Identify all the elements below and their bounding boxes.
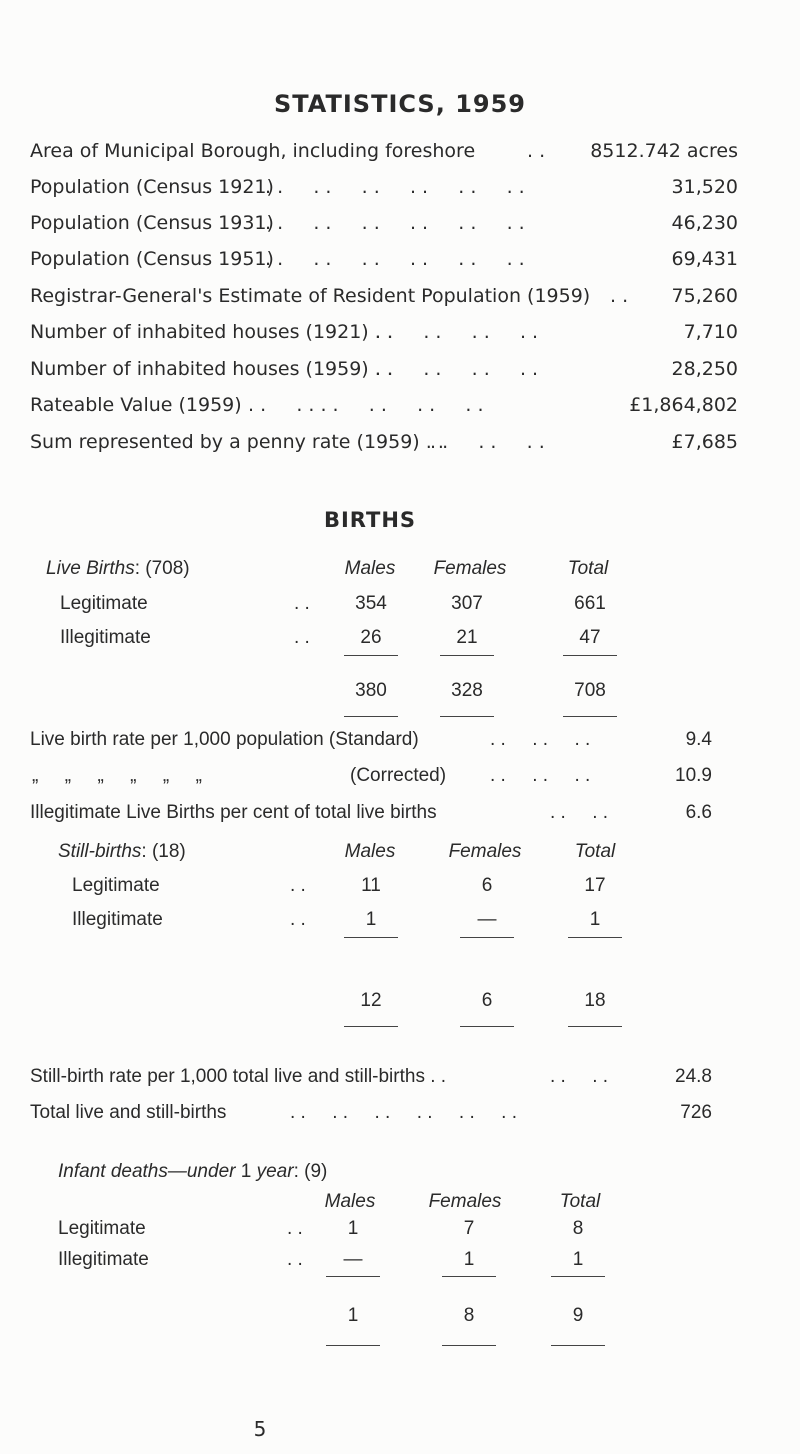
live-births-cell: 307	[451, 593, 483, 614]
stat-value: 31,520	[671, 176, 738, 198]
still-births-total: 6	[481, 990, 493, 1011]
live-births-cell: 21	[456, 627, 478, 648]
still-rate-label: Total live and still-births	[30, 1102, 227, 1123]
infant-deaths-rule-top	[551, 1276, 605, 1277]
live-births-row-label: Legitimate	[60, 593, 148, 614]
rate-dots: . . . . . .	[490, 765, 591, 786]
rate-dots: . . . .	[550, 802, 609, 823]
stat-dots: . . . . . . . . . . . .	[265, 176, 525, 198]
still-births-rule-bottom	[460, 1026, 514, 1027]
stat-dots: . . . . . . . . . . . .	[265, 212, 525, 234]
still-births-row-dots: . .	[290, 909, 306, 930]
live-births-rule-top	[344, 655, 398, 656]
still-births-label: Still-births	[58, 841, 142, 862]
still-births-row-label: Legitimate	[72, 875, 160, 896]
still-rate-dots: . . . .	[550, 1066, 609, 1087]
live-births-count: : (708)	[134, 558, 190, 579]
stat-label: Population (Census 1951)	[30, 248, 274, 270]
infant-deaths-total: 1	[347, 1305, 359, 1326]
stat-label: Number of inhabited houses (1959) . .	[30, 358, 393, 380]
infant-deaths-rule-top	[326, 1276, 380, 1277]
still-births-cell: 1	[365, 909, 377, 930]
still-rate-label: Still-birth rate per 1,000 total live and still-births . .	[30, 1066, 447, 1087]
rate-label: Live birth rate per 1,000 population (Standard)	[30, 729, 419, 750]
still-births-rule-bottom	[344, 1026, 398, 1027]
infant-deaths-row-dots: . .	[287, 1218, 303, 1239]
rate-label: Illegitimate Live Births per cent of total live births	[30, 802, 437, 823]
infant-deaths-cell: 1	[463, 1249, 475, 1270]
still-births-rule-top	[344, 937, 398, 938]
live-births-cell: 354	[355, 593, 387, 614]
live-births-header-total: Total	[567, 558, 609, 579]
stat-dots: . .	[610, 285, 629, 307]
stat-dots: . . . . . . . .	[375, 321, 539, 343]
stat-value: 69,431	[671, 248, 738, 270]
infant-deaths-row-label: Legitimate	[58, 1218, 146, 1239]
infant-deaths-year: year	[256, 1161, 294, 1182]
infant-deaths-count: : (9)	[293, 1161, 328, 1182]
stat-dots: . . . . . . . .	[375, 358, 539, 380]
still-births-cell: 6	[481, 875, 493, 896]
live-births-rule-top	[440, 655, 494, 656]
infant-deaths-cell: 1	[572, 1249, 584, 1270]
page-title: STATISTICS, 1959	[273, 90, 526, 118]
infant-deaths-total: 9	[572, 1305, 584, 1326]
still-births-header-males: Males	[344, 841, 396, 862]
stat-dots: . .	[527, 140, 546, 162]
still-births-header-total: Total	[574, 841, 616, 862]
stat-value: 75,260	[671, 285, 738, 307]
live-births-row-label: Illegitimate	[60, 627, 151, 648]
stat-value: 46,230	[671, 212, 738, 234]
live-births-row-dots: . .	[294, 627, 310, 648]
live-births-header-males: Males	[344, 558, 396, 579]
infant-deaths-rule-bottom	[326, 1345, 380, 1346]
infant-deaths-cell: 1	[347, 1218, 359, 1239]
still-rate-value: 24.8	[675, 1066, 712, 1087]
still-births-title	[58, 841, 186, 863]
live-births-rule-bottom	[563, 716, 617, 717]
stat-label: Area of Municipal Borough, including foreshore	[30, 140, 476, 162]
live-births-header-females: Females	[433, 558, 507, 579]
still-rate-value: 726	[680, 1102, 712, 1123]
infant-deaths-rule-bottom	[551, 1345, 605, 1346]
still-births-row-dots: . .	[290, 875, 306, 896]
infant-deaths-age: 1	[235, 1161, 257, 1182]
stat-label: Population (Census 1921)	[30, 176, 274, 198]
still-births-rule-top	[460, 937, 514, 938]
infant-deaths-rule-top	[442, 1276, 496, 1277]
stat-value: £1,864,802	[629, 394, 738, 416]
still-rate-dots: . . . . . . . . . . . .	[290, 1102, 517, 1123]
page-number: 5	[253, 1417, 267, 1441]
infant-deaths-rule-bottom	[442, 1345, 496, 1346]
still-births-total: 12	[360, 990, 382, 1011]
stat-value: £7,685	[671, 431, 738, 453]
stat-value: 8512.742 acres	[590, 140, 738, 162]
still-births-cell: —	[477, 909, 497, 930]
still-births-total: 18	[584, 990, 606, 1011]
infant-deaths-header-females: Females	[428, 1191, 502, 1212]
live-births-cell: 47	[579, 627, 601, 648]
stat-label: Population (Census 1931)	[30, 212, 274, 234]
live-births-rule-top	[563, 655, 617, 656]
rate-label-corrected: (Corrected)	[350, 765, 447, 786]
rate-label: „ „ „ „ „ „	[32, 765, 202, 786]
live-births-row-dots: . .	[294, 593, 310, 614]
rate-dots: . . . . . .	[490, 729, 591, 750]
infant-deaths-cell: 8	[572, 1218, 584, 1239]
live-births-total: 380	[355, 680, 387, 701]
infant-deaths-total: 8	[463, 1305, 475, 1326]
infant-deaths-label: Infant deaths—under	[58, 1161, 236, 1182]
live-births-total: 708	[574, 680, 606, 701]
still-births-rule-top	[568, 937, 622, 938]
live-births-cell: 26	[360, 627, 382, 648]
infant-deaths-cell: —	[343, 1249, 363, 1270]
stat-dots: . . . . . . . . . . . .	[248, 394, 484, 416]
rate-value: 9.4	[685, 729, 712, 750]
live-births-label: Live Births	[46, 558, 135, 579]
stat-value: 7,710	[683, 321, 738, 343]
rate-value: 6.6	[685, 802, 712, 823]
still-births-count: : (18)	[141, 841, 186, 862]
still-births-cell: 17	[584, 875, 606, 896]
rate-value: 10.9	[675, 765, 712, 786]
stat-dots: . . . . . .	[430, 431, 545, 453]
stat-label: Rateable Value (1959)	[30, 394, 242, 416]
still-births-cell: 11	[361, 875, 381, 896]
live-births-total: 328	[451, 680, 483, 701]
live-births-rule-bottom	[344, 716, 398, 717]
infant-deaths-cell: 7	[463, 1218, 475, 1239]
infant-deaths-header-males: Males	[324, 1191, 376, 1212]
still-births-row-label: Illegitimate	[72, 909, 163, 930]
births-heading: BIRTHS	[323, 508, 417, 532]
live-births-title	[46, 558, 190, 580]
stat-dots: . . . . . . . . . . . .	[265, 248, 525, 270]
stat-value: 28,250	[671, 358, 738, 380]
infant-deaths-row-dots: . .	[287, 1249, 303, 1270]
still-births-rule-bottom	[568, 1026, 622, 1027]
still-births-header-females: Females	[448, 841, 522, 862]
stat-label: Sum represented by a penny rate (1959) . .	[30, 431, 444, 453]
live-births-cell: 661	[574, 593, 606, 614]
stat-label: Number of inhabited houses (1921) . .	[30, 321, 393, 343]
infant-deaths-row-label: Illegitimate	[58, 1249, 149, 1270]
live-births-rule-bottom	[440, 716, 494, 717]
infant-deaths-header-total: Total	[559, 1191, 601, 1212]
infant-deaths-title	[58, 1161, 327, 1183]
stat-label: Registrar-General's Estimate of Resident Population (1959)	[30, 285, 591, 307]
still-births-cell: 1	[589, 909, 601, 930]
